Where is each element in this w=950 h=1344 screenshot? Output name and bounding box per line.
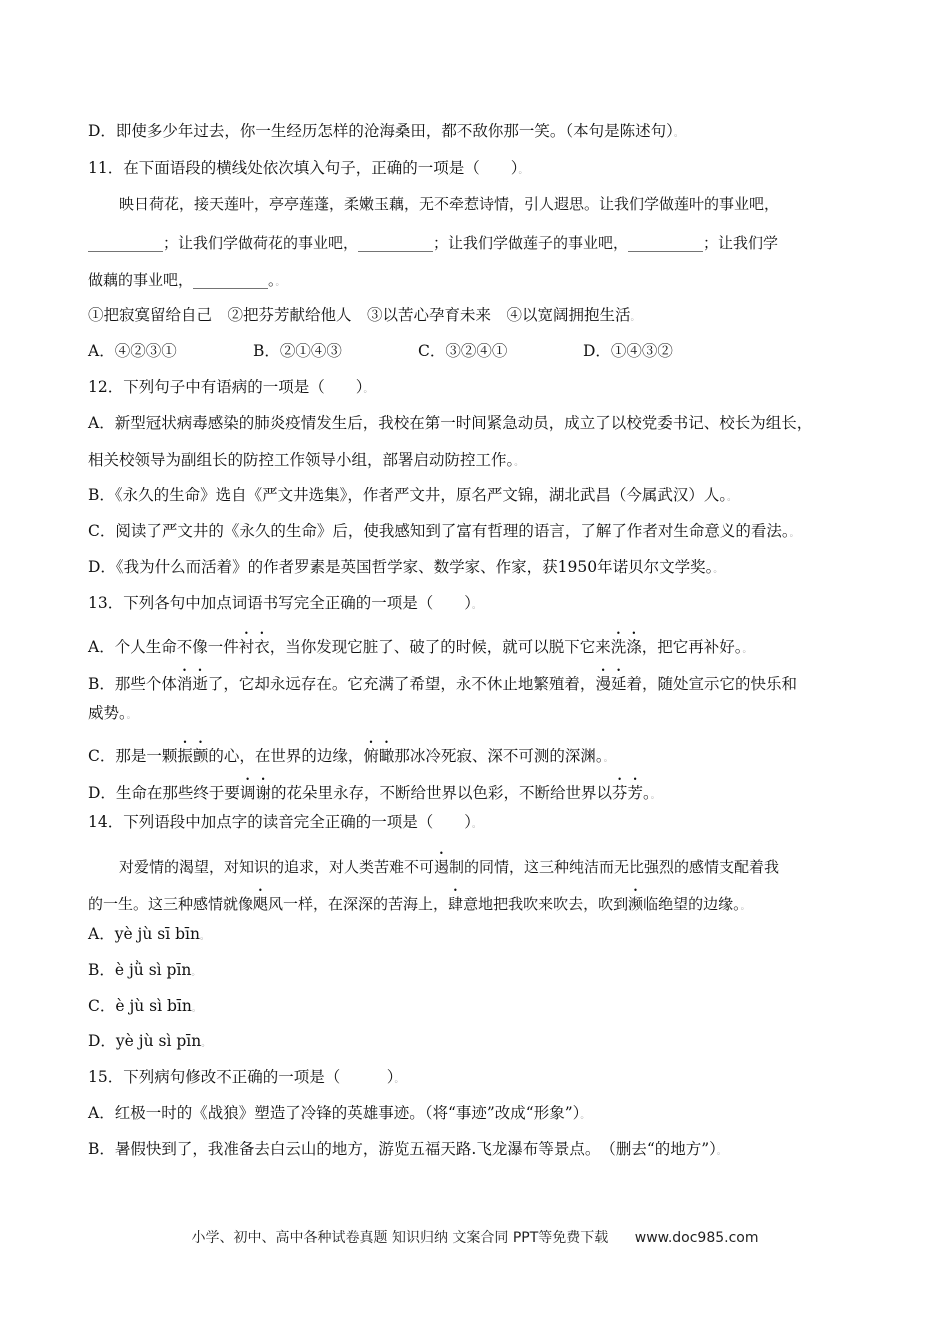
q12-option-a-line-2: 相关校领导为副组长的防控工作领导小组，部署启动防控工作。。 (88, 451, 524, 469)
q11-option-d: D．①④③② (583, 342, 673, 360)
emphasized-word: 消逝 (176, 675, 208, 693)
q11-passage-line-2: __________；让我们学做荷花的事业吧，__________；让我们学做莲子的事业吧，__________；让我们学 (88, 234, 779, 252)
q13-option-b-line-1: B．那些个体消逝了，它却永远存在。它充满了希望，永不休止地繁殖着，漫延着，随处宣示它的快乐和 (88, 675, 797, 693)
q11-option-c: C．③②④① (418, 342, 508, 360)
q13-option-b-line-2: 威势。。 (88, 704, 136, 722)
footer-url[interactable]: www.doc985.com (634, 1230, 759, 1246)
emphasized-word: 芬芳 (611, 784, 643, 802)
emphasized-word: 洗涤 (610, 638, 642, 656)
q15-option-a: A．红极一时的《战狼》塑造了冷锋的英雄事迹。（将“事迹”改成“形象”）。 (88, 1104, 590, 1122)
q12-option-d: D．《我为什么而活着》的作者罗素是英国哲学家、数学家、作家，获1950年诺贝尔文学奖。。 (88, 558, 723, 576)
q11-option-b: B．②①④③ (253, 342, 342, 360)
q12-stem: 12．下列句子中有语病的一项是（ ）。 (88, 378, 373, 396)
q13-option-d: D．生命在那些终于要调谢的花朵里永存，不断给世界以色彩，不断给世界以芬芳。。 (88, 784, 660, 802)
footer-text: 小学、初中、高中各种试卷真题 知识归纳 文案合同 PPT等免费下载 (191, 1230, 609, 1246)
q14-passage-line-1: 对爱情的渴望，对知识的追求，对人类苦难不可遏制的同情，这三种纯洁而无比强烈的感情支配着我 (119, 858, 780, 876)
q12-option-c: C．阅读了严文井的《永久的生命》后，使我感知到了富有哲理的语言，了解了作者对生命意义的看法。。 (88, 522, 799, 540)
q10-option-d: D．即使多少年过去，你一生经历怎样的沧海桑田，都不敌你那一笑。（本句是陈述句）。 (88, 122, 683, 140)
q11-option-a: A．④②③① (88, 342, 177, 360)
q13-option-a: A．个人生命不像一件衬衣，当你发现它脏了、破了的时候，就可以脱下它来洗涤，把它再补好。。 (88, 638, 752, 656)
emphasized-char: 飓 (253, 895, 269, 913)
q11-passage-line-3: 做藕的事业吧，__________。。 (88, 271, 285, 289)
q14-option-a: A．yè jù sī bīn。 (88, 925, 209, 943)
emphasized-word: 调谢 (239, 784, 271, 802)
q14-option-c: C．è jù sì bīn。 (88, 997, 201, 1015)
q12-option-a-line-1: A．新型冠状病毒感染的肺炎疫情发生后，我校在第一时间紧急动员，成立了以校党委书记、校长为组长， (88, 414, 813, 432)
page-footer (0, 1227, 950, 1247)
q14-stem: 14．下列语段中加点字的读音完全正确的一项是（ ）。 (88, 813, 481, 831)
q11-stem: 11．在下面语段的横线处依次填入句子，正确的一项是（ ）。 (88, 159, 528, 177)
q11-passage-line-1: 映日荷花，接天莲叶，亭亭莲蓬，柔嫩玉藕，无不牵惹诗情，引人遐思。让我们学做莲叶的事业吧， (119, 195, 780, 213)
emphasized-char: 遏 (434, 858, 450, 876)
emphasized-word: 振颤 (177, 747, 209, 765)
q11-items: ①把寂寞留给自己 ②把芬芳献给他人 ③以苦心孕育未来 ④以宽阔拥抱生活。 (88, 306, 640, 324)
q14-passage-line-2: 的一生。这三种感情就像飓风一样，在深深的苦海上，肆意地把我吹来吹去，吹到濒临绝望的边缘。。 (88, 895, 750, 913)
emphasized-char: 肆 (448, 895, 464, 913)
emphasized-word: 俯瞰 (363, 747, 395, 765)
q11-options (88, 341, 673, 361)
emphasized-word: 衬衣 (238, 638, 270, 656)
q13-option-c: C．那是一颗振颤的心，在世界的边缘，俯瞰那冰冷死寂、深不可测的深渊。。 (88, 747, 613, 765)
q14-option-d: D．yè jù sì pīn。 (88, 1032, 211, 1050)
emphasized-char: 濒 (628, 895, 644, 913)
emphasized-word: 漫延 (595, 675, 627, 693)
q12-option-b: B．《永久的生命》选自《严文井选集》，作者严文井，原名严文锦，湖北武昌（今属武汉）人。。 (88, 486, 737, 504)
q14-option-b: B．è jǜ sì pīn。 (88, 961, 201, 979)
q13-stem: 13．下列各句中加点词语书写完全正确的一项是（ ）。 (88, 594, 481, 612)
q15-option-b: B．暑假快到了，我准备去白云山的地方，游览五福天路.飞龙瀑布等景点。 （删去“的地方”）。 (88, 1140, 726, 1158)
q15-stem: 15．下列病句修改不正确的一项是（ ）。 (88, 1068, 404, 1086)
